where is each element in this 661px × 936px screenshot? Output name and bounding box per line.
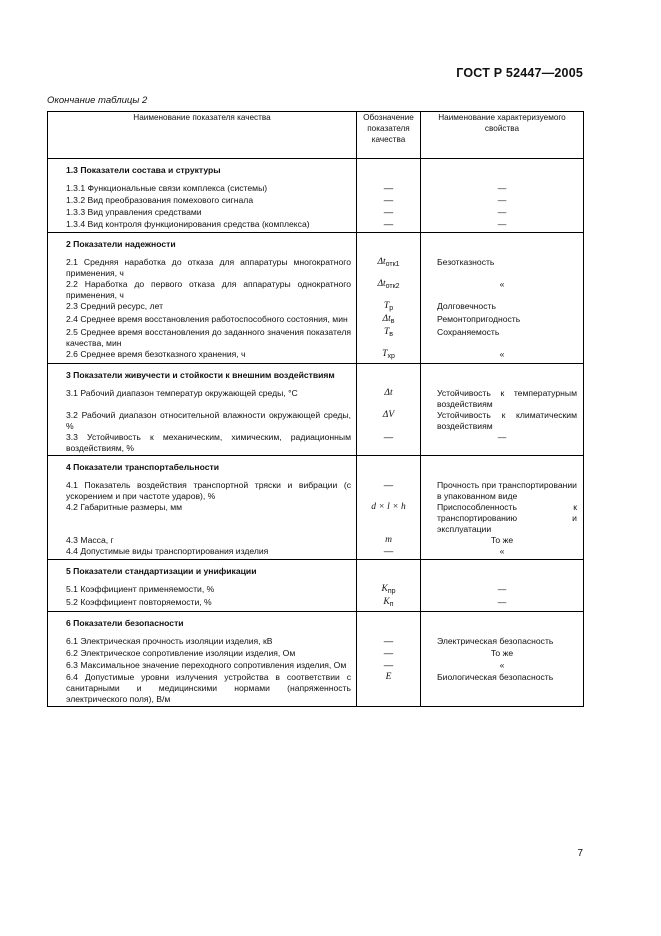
section-title-row (48, 233, 584, 258)
indicator-name: 5.2 Коэффициент повторяемости, % (48, 597, 357, 612)
symbol-subscript: хр (387, 353, 395, 360)
property-name: Устойчивость к температурным воздействиям (421, 388, 584, 410)
indicator-symbol (357, 388, 421, 410)
indicator-symbol (357, 410, 421, 432)
table-row (48, 660, 584, 672)
table-group (48, 456, 584, 560)
page-number: 7 (577, 848, 583, 859)
symbol-main: — (383, 195, 394, 206)
property-name: Устойчивость к климатическим воздействиям (421, 410, 584, 432)
property-name: — (421, 219, 584, 233)
symbol-main: m (385, 535, 392, 545)
indicator-symbol (357, 546, 421, 560)
section-title-row (48, 159, 584, 184)
table-group (48, 364, 584, 456)
indicator-symbol (357, 597, 421, 612)
column-header-symbol: Обозначение показателя качества (357, 112, 421, 159)
symbol-main: — (383, 432, 394, 443)
table-row (48, 648, 584, 660)
indicator-symbol (357, 257, 421, 279)
section-title-row (48, 364, 584, 389)
symbol-main: T (383, 301, 390, 311)
table-row (48, 279, 584, 301)
symbol-main: T (382, 349, 388, 359)
section-title-row (48, 560, 584, 585)
indicator-name: 6.4 Допустимые уровни излучения устройства в соответствии с санитарными и медицинскими нормами (напряженность электрического поля), В/м (48, 672, 357, 707)
property-name: « (421, 279, 584, 301)
property-name: — (421, 207, 584, 219)
indicator-name: 2.5 Среднее время восстановления до заданного значения показателя качества, мин (48, 327, 357, 349)
table-row (48, 584, 584, 597)
table-caption: Окончание таблицы 2 (47, 95, 148, 106)
standard-code: ГОСТ Р 52447—2005 (456, 66, 583, 80)
indicator-name: 4.1 Показатель воздействия транспортной тряски и вибрации (с ускорением и при частоте ударов), % (48, 480, 357, 502)
symbol-main: — (383, 207, 394, 218)
table-row (48, 257, 584, 279)
table-row (48, 183, 584, 195)
indicator-name: 2.6 Среднее время безотказного хранения, ч (48, 349, 357, 364)
section-title: 1.3 Показатели состава и структуры (48, 159, 357, 184)
indicator-symbol (357, 314, 421, 327)
symbol-main: K (383, 597, 390, 607)
table-group (48, 560, 584, 612)
indicator-symbol (357, 648, 421, 660)
indicator-symbol (357, 636, 421, 648)
indicator-symbol (357, 301, 421, 314)
symbol-subscript: отк1 (385, 261, 400, 268)
table-row (48, 349, 584, 364)
property-name: Прочность при транспортировании в упакованном виде (421, 480, 584, 502)
indicator-symbol (357, 660, 421, 672)
section-title: 4 Показатели транспортабельности (48, 456, 357, 481)
indicator-symbol (357, 672, 421, 707)
column-header-indicator: Наименование показателя качества (48, 112, 357, 159)
symbol-main: — (383, 480, 394, 491)
indicator-symbol (357, 349, 421, 364)
indicator-symbol (357, 327, 421, 349)
table-row (48, 195, 584, 207)
property-name: Безотказность (421, 257, 584, 279)
property-name: Электрическая безопасность (421, 636, 584, 648)
symbol-main: — (383, 636, 394, 647)
indicator-symbol (357, 584, 421, 597)
indicator-symbol (357, 480, 421, 502)
property-name: — (421, 584, 584, 597)
indicator-symbol (357, 195, 421, 207)
symbol-main: ΔV (382, 410, 395, 420)
indicator-symbol (357, 432, 421, 456)
symbol-main: K (381, 584, 388, 594)
indicator-name: 1.3.4 Вид контроля функционирования средства (комплекса) (48, 219, 357, 233)
section-title: 6 Показатели безопасности (48, 612, 357, 637)
indicator-symbol (357, 502, 421, 535)
indicator-symbol (357, 219, 421, 233)
symbol-subscript: в (390, 318, 395, 325)
table-row (48, 546, 584, 560)
indicator-symbol (357, 207, 421, 219)
section-title-row (48, 456, 584, 481)
table-row (48, 502, 584, 535)
indicator-symbol (357, 535, 421, 546)
column-header-property: Наименование характеризуемого свойства (421, 112, 584, 159)
property-name: « (421, 349, 584, 364)
table-row (48, 480, 584, 502)
property-name: Сохраняемость (421, 327, 584, 349)
symbol-subscript: в (389, 331, 393, 338)
indicator-name: 1.3.3 Вид управления средствами (48, 207, 357, 219)
indicator-name: 2.3 Средний ресурс, лет (48, 301, 357, 314)
indicator-name: 3.1 Рабочий диапазон температур окружающей среды, °С (48, 388, 357, 410)
table-row (48, 535, 584, 546)
symbol-main: Δt (384, 388, 393, 398)
section-title: 2 Показатели надежности (48, 233, 357, 258)
property-name: Биологическая безопасность (421, 672, 584, 707)
table-row (48, 636, 584, 648)
symbol-main: Δt (377, 279, 386, 289)
property-name: « (421, 660, 584, 672)
indicator-name: 3.2 Рабочий диапазон относительной влажности окружающей среды, % (48, 410, 357, 432)
symbol-main: Δt (377, 257, 386, 267)
symbol-main: — (383, 219, 394, 230)
indicator-name: 6.1 Электрическая прочность изоляции изделия, кВ (48, 636, 357, 648)
property-name: То же (421, 648, 584, 660)
section-title: 5 Показатели стандартизации и унификации (48, 560, 357, 585)
table-group (48, 233, 584, 364)
table-group (48, 612, 584, 707)
symbol-main: Δt (382, 314, 391, 324)
property-name: — (421, 432, 584, 456)
indicator-symbol (357, 183, 421, 195)
indicator-name: 2.4 Среднее время восстановления работоспособного состояния, мин (48, 314, 357, 327)
indicator-name: 4.2 Габаритные размеры, мм (48, 502, 357, 535)
indicator-name: 2.2 Наработка до первого отказа для аппаратуры однократного применения, ч (48, 279, 357, 301)
symbol-main: E (385, 672, 392, 682)
symbol-main: — (383, 660, 394, 671)
symbol-subscript: отк2 (385, 283, 400, 290)
symbol-main: — (383, 183, 394, 194)
property-name: Долговечность (421, 301, 584, 314)
indicator-name: 1.3.1 Функциональные связи комплекса (системы) (48, 183, 357, 195)
section-title-row (48, 612, 584, 637)
symbol-subscript: п (389, 601, 394, 608)
indicator-name: 6.3 Максимальное значение переходного сопротивления изделия, Ом (48, 660, 357, 672)
table-row (48, 301, 584, 314)
indicator-name: 4.4 Допустимые виды транспортирования изделия (48, 546, 357, 560)
indicator-name: 4.3 Масса, г (48, 535, 357, 546)
table-row (48, 672, 584, 707)
indicator-name: 1.3.2 Вид преобразования помехового сигнала (48, 195, 357, 207)
indicator-name: 5.1 Коэффициент применяемости, % (48, 584, 357, 597)
table-row (48, 219, 584, 233)
quality-indicators-table (47, 111, 584, 707)
symbol-main: — (383, 648, 394, 659)
section-title: 3 Показатели живучести и стойкости к внешним воздействиям (48, 364, 357, 389)
symbol-subscript: пр (387, 588, 396, 595)
symbol-main: T (383, 327, 390, 337)
table-group (48, 159, 584, 233)
property-name: Ремонтопригодность (421, 314, 584, 327)
table-row (48, 410, 584, 432)
property-name: То же (421, 535, 584, 546)
table-row (48, 432, 584, 456)
indicator-name: 2.1 Средняя наработка до отказа для аппаратуры многократного применения, ч (48, 257, 357, 279)
symbol-subscript: р (389, 305, 394, 312)
table-row (48, 327, 584, 349)
indicator-name: 6.2 Электрическое сопротивление изоляции изделия, Ом (48, 648, 357, 660)
property-name: — (421, 183, 584, 195)
symbol-main: — (383, 546, 394, 557)
symbol-main: d × l × h (371, 502, 406, 512)
indicator-name: 3.3 Устойчивость к механическим, химическим, радиационным воздействиям, % (48, 432, 357, 456)
table-row (48, 388, 584, 410)
indicator-symbol (357, 279, 421, 301)
property-name: — (421, 195, 584, 207)
property-name: « (421, 546, 584, 560)
property-name: Приспособленность к транспортированию и эксплуатации (421, 502, 584, 535)
table-row (48, 314, 584, 327)
table-row (48, 207, 584, 219)
table-row (48, 597, 584, 612)
property-name: — (421, 597, 584, 612)
